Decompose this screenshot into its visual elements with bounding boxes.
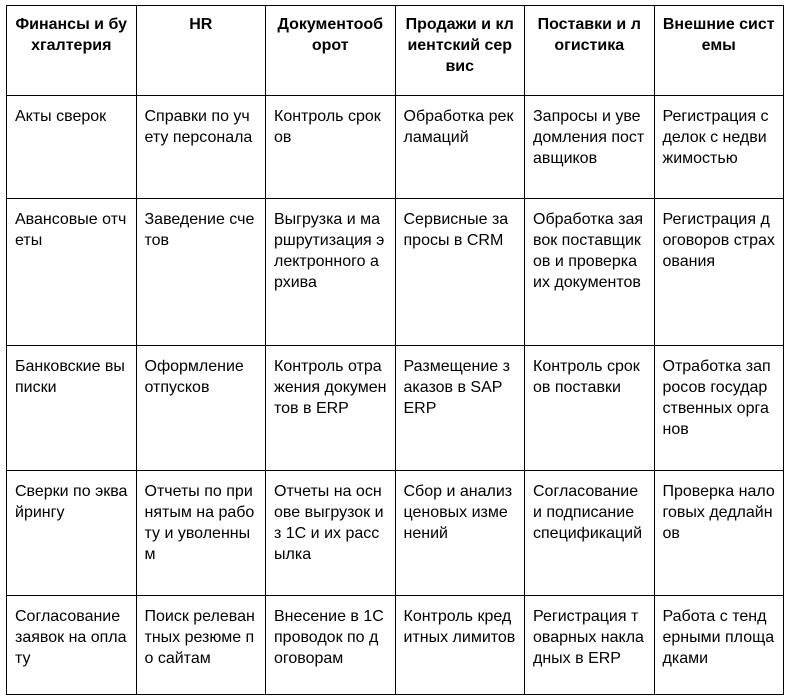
table-header-row	[7, 6, 784, 96]
table-cell: Регистрация товарных накладных в ERP	[525, 596, 655, 695]
header-document-flow: Документооборот	[266, 6, 396, 96]
table-row	[7, 199, 784, 346]
table-cell: Заведение счетов	[136, 199, 266, 346]
table-row	[7, 96, 784, 199]
table-cell: Обработка рекламаций	[395, 96, 525, 199]
process-table	[6, 5, 784, 695]
table-cell: Авансовые отчеты	[7, 199, 137, 346]
table-row	[7, 346, 784, 471]
table-cell: Регистрация сделок с недвижимостью	[654, 96, 784, 199]
table-cell: Контроль сроков поставки	[525, 346, 655, 471]
header-hr: HR	[136, 6, 266, 96]
table-cell: Отчеты на основе выгрузок из 1С и их рассылка	[266, 471, 396, 596]
table-row	[7, 471, 784, 596]
table-cell: Регистрация договоров страхования	[654, 199, 784, 346]
table-cell: Согласование и подписание спецификаций	[525, 471, 655, 596]
table-cell: Запросы и уведомления поставщиков	[525, 96, 655, 199]
table-cell: Акты сверок	[7, 96, 137, 199]
table-cell: Выгрузка и маршрутизация электронного архива	[266, 199, 396, 346]
header-external-systems: Внешние системы	[654, 6, 784, 96]
table-cell: Сбор и анализ ценовых изменений	[395, 471, 525, 596]
table-cell: Справки по учету персонала	[136, 96, 266, 199]
table-cell: Сверки по эквайрингу	[7, 471, 137, 596]
header-sales-service: Продажи и клиентский сервис	[395, 6, 525, 96]
table-cell: Оформление отпусков	[136, 346, 266, 471]
table-cell: Отработка запросов государственных органов	[654, 346, 784, 471]
table-cell: Контроль сроков	[266, 96, 396, 199]
table-row	[7, 596, 784, 695]
table-cell: Проверка налоговых дедлайнов	[654, 471, 784, 596]
table-cell: Обработка заявок поставщиков и проверка их документов	[525, 199, 655, 346]
table-cell: Отчеты по принятым на работу и уволенным	[136, 471, 266, 596]
table-cell: Сервисные запросы в CRM	[395, 199, 525, 346]
table-cell: Контроль кредитных лимитов	[395, 596, 525, 695]
header-supply-logistics: Поставки и логистика	[525, 6, 655, 96]
table-cell: Работа с тендерными площадками	[654, 596, 784, 695]
table-cell: Внесение в 1С проводок по договорам	[266, 596, 396, 695]
table-cell: Контроль отражения документов в ERP	[266, 346, 396, 471]
table-cell: Поиск релевантных резюме по сайтам	[136, 596, 266, 695]
table-cell: Размещение заказов в SAP ERP	[395, 346, 525, 471]
table-cell: Банковские выписки	[7, 346, 137, 471]
table-cell: Согласование заявок на оплату	[7, 596, 137, 695]
header-finance: Финансы и бухгалтерия	[7, 6, 137, 96]
